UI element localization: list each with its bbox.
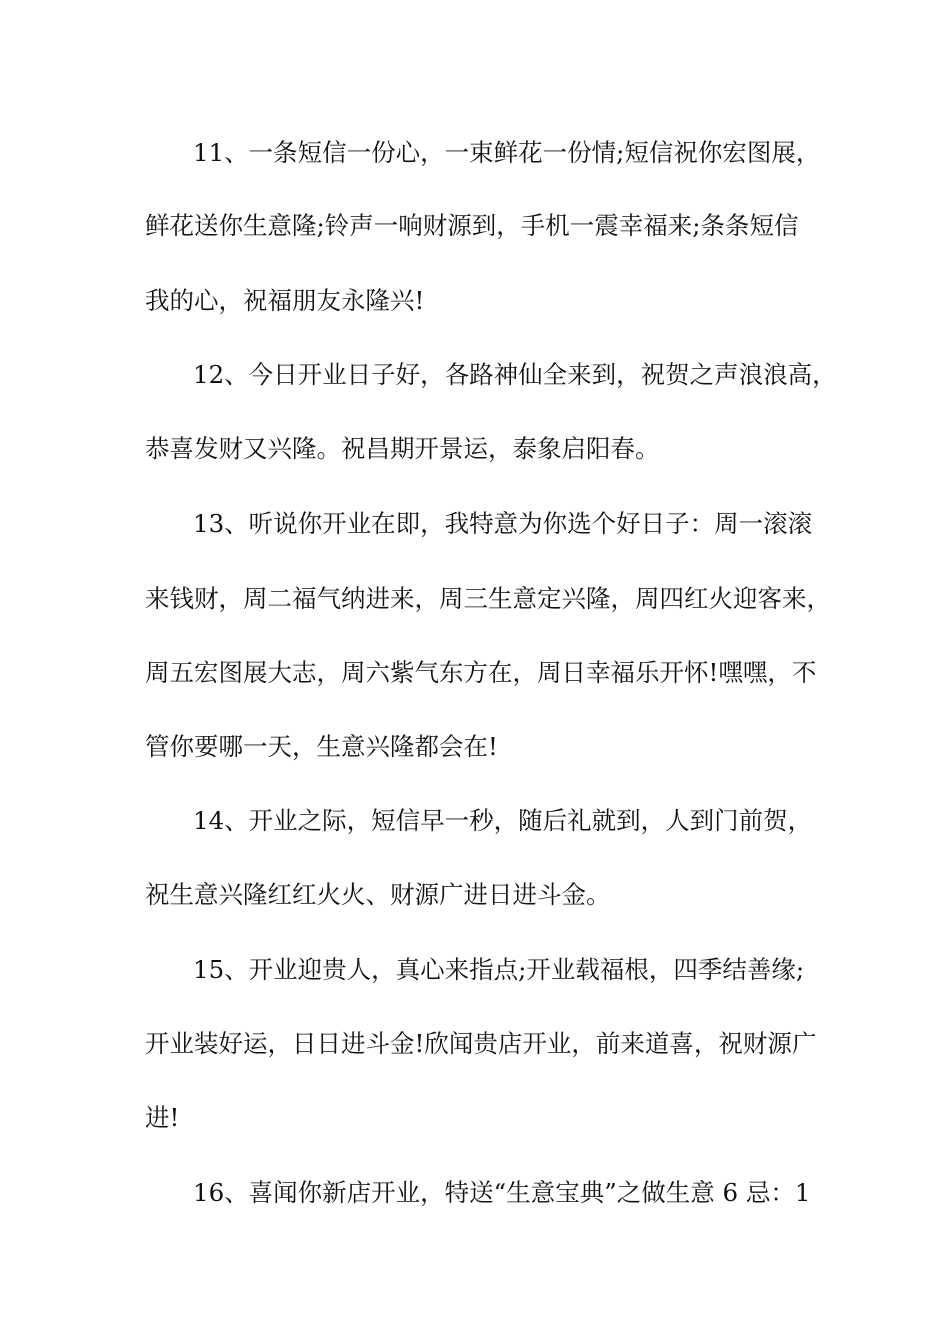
paragraph-13-line-1: 13、听说你开业在即，我特意为你选个好日子：周一滚滚 [193, 509, 813, 538]
paragraph-13-line-3: 周五宏图展大志，周六紫气东方在，周日幸福乐开怀!嘿嘿，不 [145, 658, 817, 687]
paragraph-12-line-1: 12、今日开业日子好，各路神仙全来到，祝贺之声浪浪高， [193, 360, 837, 389]
paragraph-13-line-4: 管你要哪一天，生意兴隆都会在! [145, 732, 498, 761]
paragraph-16-line-1: 16、喜闻你新店开业，特送“生意宝典”之做生意 6 忌：1 [193, 1178, 811, 1207]
paragraph-15-line-2: 开业装好运，日日进斗金!欣闻贵店开业，前来道喜，祝财源广 [145, 1029, 817, 1058]
paragraph-14-line-1: 14、开业之际，短信早一秒，随后礼就到，人到门前贺， [193, 806, 813, 835]
paragraph-15-line-3: 进! [145, 1103, 180, 1132]
paragraph-14-line-2: 祝生意兴隆红红火火、财源广进日进斗金。 [145, 880, 611, 909]
paragraph-13-line-2: 来钱财，周二福气纳进来，周三生意定兴隆，周四红火迎客来， [145, 584, 831, 613]
paragraph-11-line-2: 鲜花送你生意隆;铃声一响财源到，手机一震幸福来;条条短信 [145, 211, 799, 240]
paragraph-12-line-2: 恭喜发财又兴隆。祝昌期开景运，泰象启阳春。 [145, 434, 660, 463]
paragraph-11-line-1: 11、一条短信一份心，一束鲜花一份情;短信祝你宏图展， [193, 138, 821, 167]
paragraph-11-line-3: 我的心，祝福朋友永隆兴! [145, 286, 425, 315]
paragraph-15-line-1: 15、开业迎贵人，真心来指点;开业载福根，四季结善缘; [193, 955, 805, 984]
